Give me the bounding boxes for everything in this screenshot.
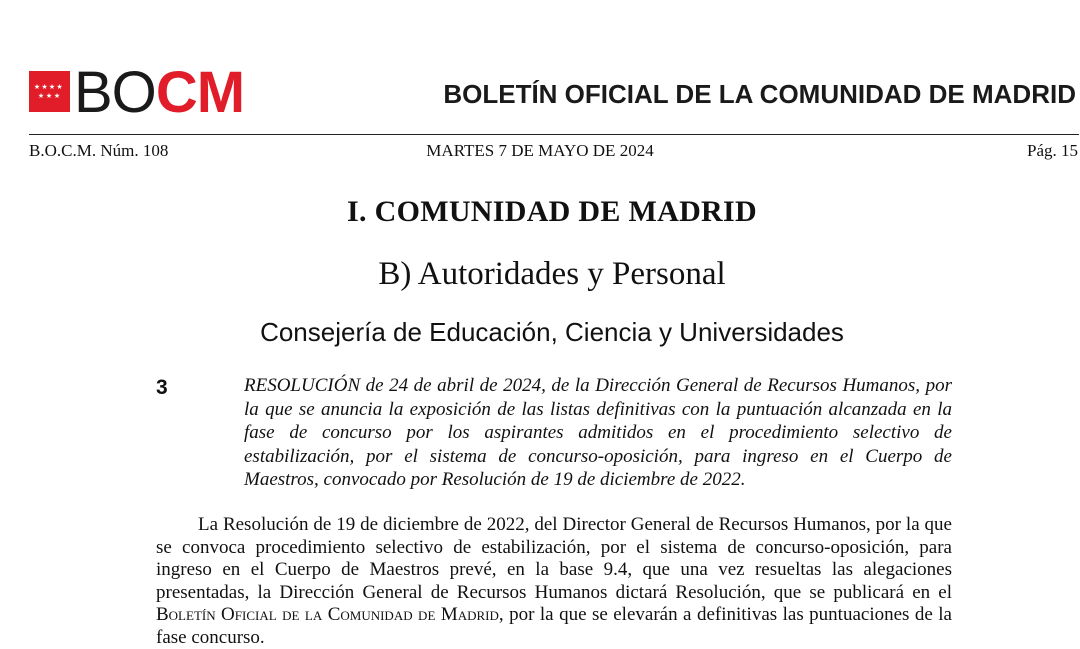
body-paragraph — [156, 514, 952, 649]
svg-text:★: ★ — [33, 83, 41, 91]
bocm-logo — [74, 58, 244, 128]
page-number: Pág. 15 — [1027, 141, 1078, 160]
svg-text:★: ★ — [48, 83, 56, 91]
svg-text:★: ★ — [53, 92, 61, 100]
department-heading: Consejería de Educación, Ciencia y Universidades — [260, 317, 844, 347]
svg-text:★: ★ — [56, 83, 63, 91]
publication-date: MARTES 7 DE MAYO DE 2024 — [426, 141, 654, 160]
subsection-title: B) Autoridades y Personal — [378, 256, 726, 292]
paragraph-text-start: La Resolución de 19 de diciembre de 2022, del Director General de Recursos Humanos, por la que se convoca procedimiento selectivo de estabilización, por el sistema de concurso-oposición, para ingreso en el Cuerpo de Maestros prevé, en la base 9.4, que una vez resueltas las alegaciones presentadas, la Dirección General de Recursos Humanos dictará Resolución, que se publicará en el — [156, 514, 952, 603]
header-rule — [29, 134, 1079, 135]
logo-text-bo: BO — [74, 60, 156, 125]
star-cluster-icon — [29, 71, 70, 112]
svg-text:★: ★ — [37, 92, 45, 100]
madrid-flag-icon — [29, 71, 70, 112]
entry-number: 3 — [156, 376, 168, 399]
logo-text-cm: CM — [155, 60, 245, 125]
issue-number: B.O.C.M. Núm. 108 — [29, 141, 169, 160]
masthead-title: BOLETÍN OFICIAL DE LA COMUNIDAD DE MADRID — [443, 79, 1076, 109]
svg-text:★: ★ — [41, 83, 48, 91]
section-title: I. COMUNIDAD DE MADRID — [347, 195, 757, 228]
svg-text:★: ★ — [45, 92, 53, 100]
resolution-title: RESOLUCIÓN de 24 de abril de 2024, de la Dirección General de Recursos Humanos, por la que se anuncia la exposición de las listas definitivas con la puntuación alcanzada en la fase de concurso por los aspirantes admitidos en el procedimiento selectivo de estabilización, por el sistema de concurso-oposición, para ingreso en el Cuerpo de Maestros, convocado por Resolución de 19 de diciembre de 2022. — [244, 375, 952, 490]
paragraph-text-end: , por la que se elevarán a definitivas las puntuaciones de la fase concurso. — [156, 604, 952, 648]
journal-name: Boletín Oficial de la Comunidad de Madrid — [156, 604, 499, 625]
